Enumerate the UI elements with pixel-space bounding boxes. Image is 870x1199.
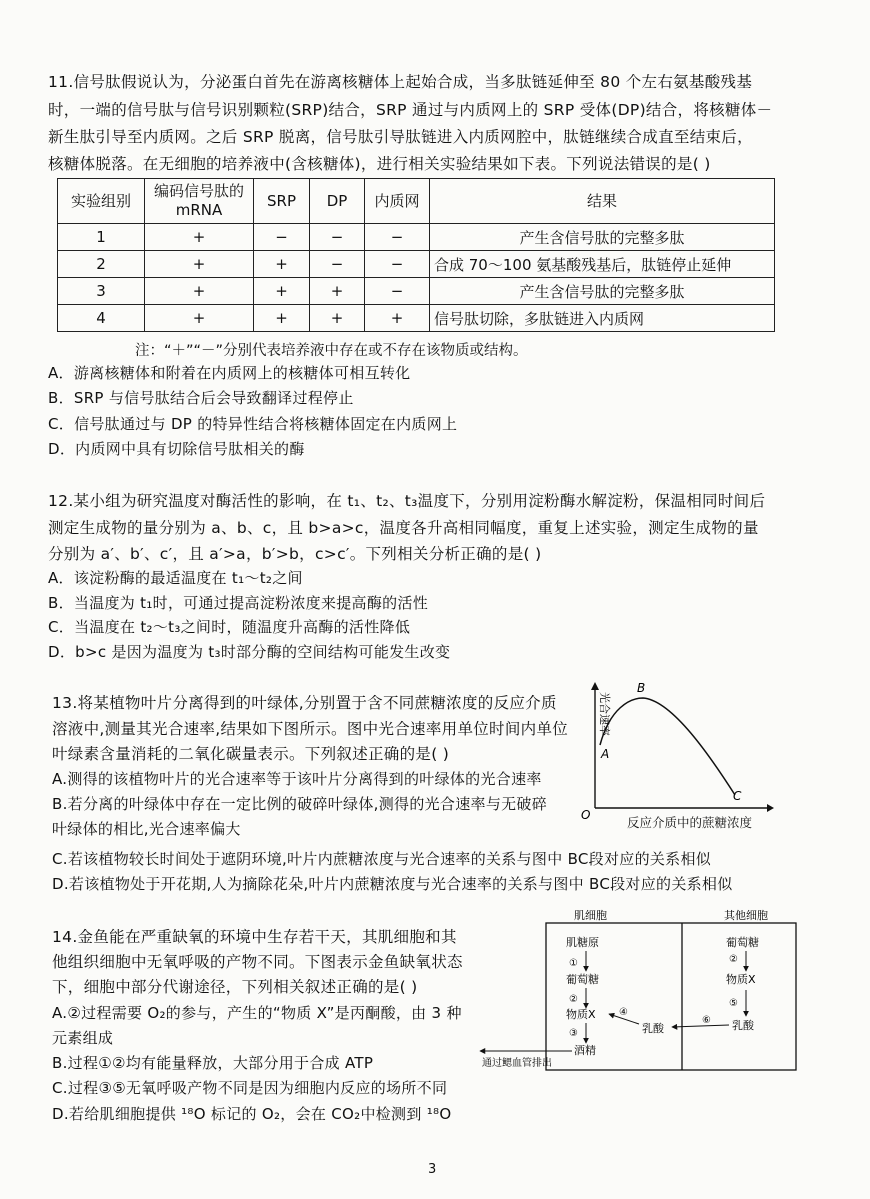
q11-stem-line-4: 核糖体脱落。在无细胞的培养液中(含核糖体)，进行相关实验结果如下表。下列说法错误的是( ) (48, 155, 711, 173)
q11-option-c: C．信号肽通过与 DP 的特异性结合将核糖体固定在内质网上 (48, 415, 458, 433)
q14-option-c: C.过程③⑤无氧呼吸产物不同是因为细胞内反应的场所不同 (52, 1079, 448, 1097)
q13-stem-line-3: 叶绿素含量消耗的二氧化碳量表示。下列叙述正确的是( ) (52, 745, 450, 763)
table-header-cell: 内质网 (365, 179, 430, 224)
table-header-cell: 实验组别 (58, 179, 145, 224)
table-row (58, 305, 775, 332)
table-header-cell: 编码信号肽的 mRNA (145, 179, 254, 224)
table-cell: − (310, 224, 365, 251)
q12-stem-line-2: 测定生成物的量分别为 a、b、c，且 b>a>c，温度各升高相同幅度，重复上述实验，测定生成物的量 (48, 519, 759, 537)
table-cell: − (310, 251, 365, 278)
experiment-table (57, 178, 775, 332)
q14-stem-line-1: 14.金鱼能在严重缺氧的环境中生存若干天，其肌细胞和其 (52, 928, 457, 946)
table-cell: + (310, 305, 365, 332)
table-cell: 信号肽切除，多肽链进入内质网 (430, 305, 775, 332)
q11-stem-line-2: 时，一端的信号肽与信号识别颗粒(SRP)结合，SRP 通过与内质网上的 SRP 受体(DP)结合，将核糖体－ (48, 101, 773, 119)
y-axis-label: 光合速率 (598, 692, 611, 736)
table-cell: − (365, 224, 430, 251)
substance-x-label-other: 物质X (726, 973, 756, 986)
q12-stem-line-1: 12.某小组为研究温度对酶活性的影响，在 t₁、t₂、t₃温度下，分别用淀粉酶水解淀粉，保温相同时间后 (48, 492, 766, 510)
table-cell: 3 (58, 278, 145, 305)
origin-label: O (581, 808, 591, 822)
q13-stem-line-2: 溶液中,测量其光合速率,结果如下图所示。图中光合速率用单位时间内单位 (52, 720, 569, 738)
q12-option-c: C．当温度在 t₂～t₃之间时，随温度升高酶的活性降低 (48, 618, 411, 636)
step-2-other: ② (729, 954, 738, 965)
q13-option-b: B.若分离的叶绿体中存在一定比例的破碎叶绿体,测得的光合速率与无破碎 (52, 795, 548, 813)
q13-option-b-cont: 叶绿体的相比,光合速率偏大 (52, 820, 241, 838)
substance-x-label-muscle: 物质X (566, 1008, 596, 1021)
metabolism-diagram (474, 908, 804, 1074)
q11-stem-line-1: 11.信号肽假说认为，分泌蛋白首先在游离核糖体上起始合成，当多肽链延伸至 80 个左右氨基酸残基 (48, 73, 753, 91)
point-a-label: A (601, 747, 610, 761)
page-number: 3 (428, 1162, 437, 1177)
table-cell: 2 (58, 251, 145, 278)
q14-option-d: D.若给肌细胞提供 ¹⁸O 标记的 O₂，会在 CO₂中检测到 ¹⁸O (52, 1105, 452, 1123)
q13-stem-line-1: 13.将某植物叶片分离得到的叶绿体,分别置于含不同蔗糖浓度的反应介质 (52, 694, 557, 712)
q11-option-b: B．SRP 与信号肽结合后会导致翻译过程停止 (48, 389, 354, 407)
step-2: ② (569, 994, 578, 1005)
q12-option-b: B．当温度为 t₁时，可通过提高淀粉浓度来提高酶的活性 (48, 594, 429, 612)
q14-option-a-cont: 元素组成 (52, 1029, 114, 1047)
table-cell: + (145, 224, 254, 251)
q11-option-a: A．游离核糖体和附着在内质网上的核糖体可相互转化 (48, 364, 411, 382)
muscle-cell-label: 肌细胞 (574, 909, 607, 922)
lactate-label-other: 乳酸 (732, 1019, 754, 1032)
table-cell: + (254, 305, 310, 332)
q12-option-a: A．该淀粉酶的最适温度在 t₁～t₂之间 (48, 569, 303, 587)
rate-curve (600, 698, 735, 795)
table-header-cell: SRP (254, 179, 310, 224)
table-cell: + (254, 278, 310, 305)
alcohol-label: 酒精 (574, 1044, 596, 1057)
photosynthesis-graph (575, 678, 775, 834)
table-cell: + (145, 305, 254, 332)
table-header-row (58, 179, 775, 224)
table-cell: 4 (58, 305, 145, 332)
glycogen-label: 肌糖原 (566, 936, 599, 949)
table-cell: 合成 70～100 氨基酸残基后，肽链停止延伸 (430, 251, 775, 278)
q14-stem-line-3: 下，细胞中部分代谢途径，下列相关叙述正确的是( ) (52, 978, 418, 996)
table-cell: + (254, 251, 310, 278)
table-row (58, 278, 775, 305)
table-cell: − (365, 251, 430, 278)
q13-option-a: A.测得的该植物叶片的光合速率等于该叶片分离得到的叶绿体的光合速率 (52, 770, 542, 788)
other-cell-label: 其他细胞 (724, 909, 768, 922)
y-axis-arrow (591, 682, 599, 690)
q11-stem-line-3: 新生肽引导至内质网。之后 SRP 脱离，信号肽引导肽链进入内质网腔中，肽链继续合成直至结束后， (48, 128, 753, 146)
arrow-step6 (672, 1025, 729, 1027)
q11-option-d: D．内质网中具有切除信号肽相关的酶 (48, 440, 305, 458)
table-cell: + (145, 278, 254, 305)
table-cell: + (145, 251, 254, 278)
table-header-cell: DP (310, 179, 365, 224)
q14-stem-line-2: 他组织细胞中无氧呼吸的产物不同。下图表示金鱼缺氧状态 (52, 953, 463, 971)
table-cell: − (365, 278, 430, 305)
table-header-cell: 结果 (430, 179, 775, 224)
step-1: ① (569, 958, 578, 969)
x-axis-arrow (767, 804, 774, 812)
table-cell: 1 (58, 224, 145, 251)
q14-option-b: B.过程①②均有能量释放，大部分用于合成 ATP (52, 1054, 374, 1072)
table-row (58, 224, 775, 251)
lactate-label-muscle: 乳酸 (642, 1022, 664, 1035)
table-cell: + (365, 305, 430, 332)
step-4: ④ (619, 1007, 628, 1018)
q13-option-d: D.若该植物处于开花期,人为摘除花朵,叶片内蔗糖浓度与光合速率的关系与图中 BC段对应的关系相似 (52, 875, 733, 893)
q12-stem-line-3: 分别为 a′、b′、c′，且 a′>a，b′>b，c>c′。下列相关分析正确的是( ) (48, 545, 542, 563)
q14-option-a: A.②过程需要 O₂的参与，产生的“物质 X”是丙酮酸，由 3 种 (52, 1004, 462, 1022)
step-5: ⑤ (729, 998, 738, 1009)
table-cell: 产生含信号肽的完整多肽 (430, 224, 775, 251)
exit-label: 通过鳃血管排出 (482, 1058, 552, 1069)
table-cell: + (310, 278, 365, 305)
table-note: 注：“＋”“－”分别代表培养液中存在或不存在该物质或结构。 (135, 343, 528, 359)
table-cell: − (254, 224, 310, 251)
point-c-label: C (733, 789, 742, 803)
point-b-label: B (637, 681, 646, 695)
table-cell: 产生含信号肽的完整多肽 (430, 278, 775, 305)
step-3: ③ (569, 1028, 578, 1039)
step-6: ⑥ (702, 1015, 711, 1026)
glucose-label-muscle: 葡萄糖 (566, 973, 599, 986)
q13-option-c: C.若该植物较长时间处于遮阴环境,叶片内蔗糖浓度与光合速率的关系与图中 BC段对应的关系相似 (52, 850, 712, 868)
q12-option-d: D．b>c 是因为温度为 t₃时部分酶的空间结构可能发生改变 (48, 643, 451, 661)
x-axis-label: 反应介质中的蔗糖浓度 (627, 815, 753, 830)
glucose-label-other: 葡萄糖 (726, 936, 759, 949)
table-row (58, 251, 775, 278)
